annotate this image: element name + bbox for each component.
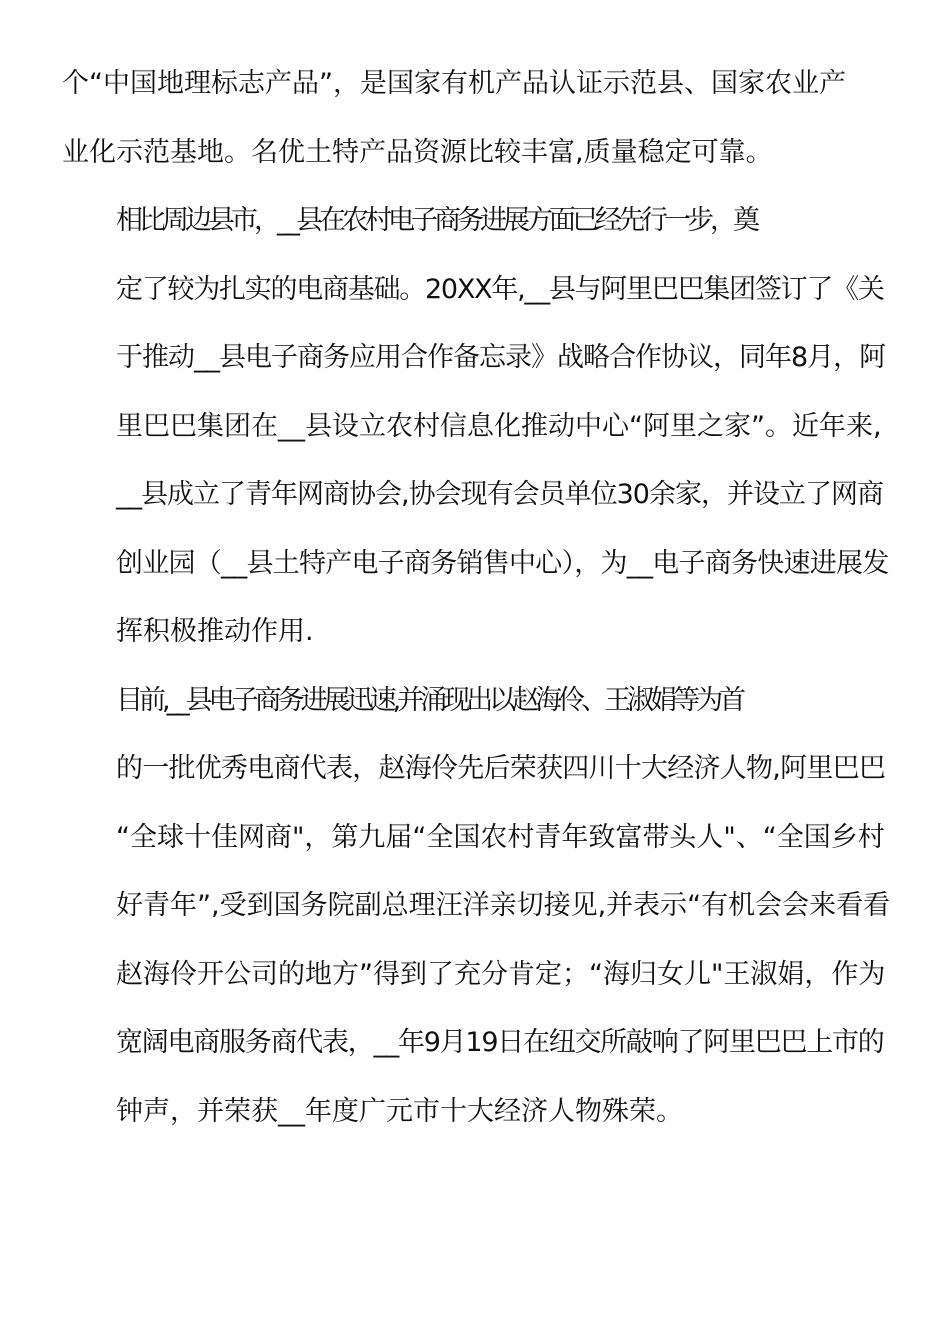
text-line: 相比周边县市，__县在农村电子商务进展方面已经先行一步，奠 — [116, 205, 756, 236]
text-line: 定了较为扎实的电商基础。20XX年,__县与阿里巴巴集团签订了《关 — [116, 273, 884, 305]
text-line: 钟声，并荣获__年度广元市十大经济人物殊荣。 — [116, 1095, 683, 1127]
text-line: 赵海伶开公司的地方”得到了充分肯定；“海归女儿"王淑娟，作为 — [116, 958, 886, 990]
text-line: 好青年”,受到国务院副总理汪洋亲切接见,并表示“有机会会来看看 — [116, 890, 891, 921]
paragraph-ecommerce-representatives — [62, 667, 890, 1147]
text-line: 创业园（__县土特产电子商务销售中心），为__电子商务快速进展发 — [116, 547, 889, 579]
document-body — [62, 50, 890, 1146]
text-line: 里巴巴集团在__县设立农村信息化推动中心“阿里之家”。近年来, — [116, 410, 882, 442]
text-line: 的一批优秀电商代表，赵海伶先后荣获四川十大经济人物,阿里巴巴 — [116, 753, 886, 784]
text-line: 业化示范基地。名优土特产品资源比较丰富,质量稳定可靠。 — [62, 136, 773, 168]
text-line: __县成立了青年网商协会,协会现有会员单位30余家，并设立了网商 — [116, 479, 883, 510]
text-line: 目前,__县电子商务进展迅速,并涌现出以赵海伶、王淑娟等为首 — [116, 684, 743, 716]
text-line: 于推动__县电子商务应用合作备忘录》战略合作协议，同年8月，阿 — [116, 342, 886, 373]
text-line: 个“中国地理标志产品”，是国家有机产品认证示范县、国家农业产 — [62, 68, 846, 99]
text-line: 挥积极推动作用. — [116, 616, 314, 647]
paragraph-ecommerce-foundation — [62, 187, 890, 667]
text-line: “全球十佳网商"，第九届“全国农村青年致富带头人"、“全国乡村 — [116, 821, 885, 853]
text-line: 宽阔电商服务商代表，__年9月19日在纽交所敲响了阿里巴巴上市的 — [116, 1027, 884, 1058]
paragraph-intro-continuation — [62, 50, 890, 187]
